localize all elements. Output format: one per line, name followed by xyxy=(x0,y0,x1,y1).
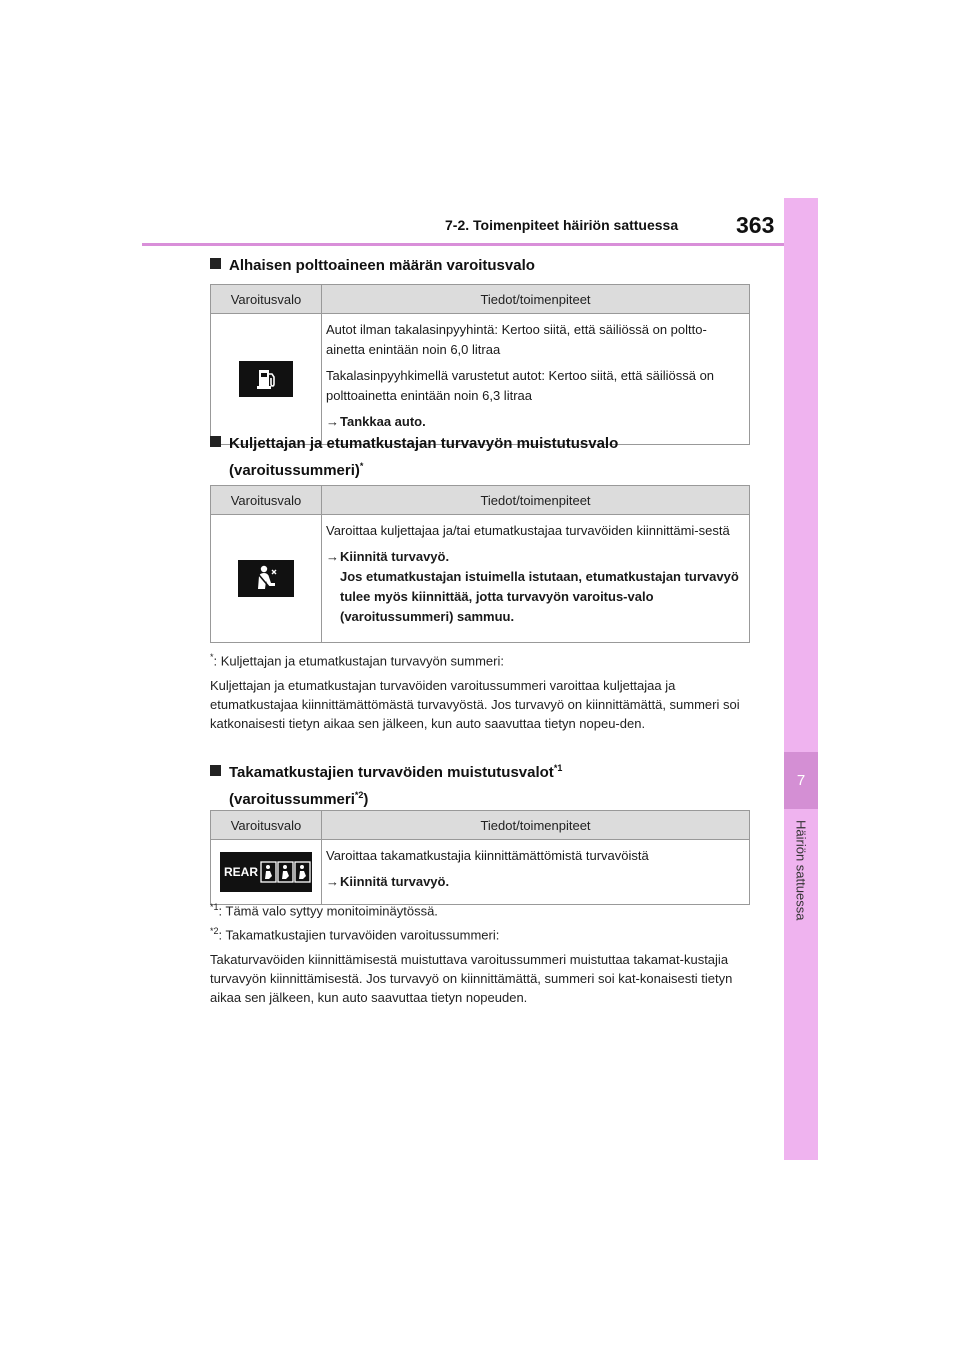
col-header-details: Tiedot/toimenpiteet xyxy=(322,285,750,314)
footnote: $^{*2}$: Takamatkustajien turvavöiden varoitussummeri: xyxy=(210,926,500,943)
header-title: 7-2. Toimenpiteet häiriön sattuessa xyxy=(445,217,679,233)
col-header-details: Tiedot/toimenpiteet xyxy=(322,811,750,840)
action-text: →Kiinnitä turvavyö. xyxy=(326,872,743,892)
details-cell xyxy=(322,314,750,445)
arrow-icon: → xyxy=(326,549,339,564)
section-heading-fuel: Alhaisen polttoaineen määrän varoitusvalo xyxy=(210,254,535,277)
details-cell xyxy=(322,515,750,643)
col-header-warning-light: Varoitusvalo xyxy=(211,486,322,515)
icon-cell xyxy=(211,515,322,643)
header-rule xyxy=(142,243,784,246)
col-header-details: Tiedot/toimenpiteet xyxy=(322,486,750,515)
chapter-title: Häiriön sattuessa xyxy=(793,820,809,921)
front-seatbelt-table xyxy=(210,485,750,643)
rear-seatbelt-table xyxy=(210,810,750,905)
footnote: $^{*1}$: Tämä valo syttyy monitoiminäytössä. xyxy=(210,902,438,919)
icon-cell xyxy=(211,840,322,905)
chapter-number: 7 xyxy=(784,752,818,809)
col-header-warning-light: Varoitusvalo xyxy=(211,285,322,314)
details-cell xyxy=(322,840,750,905)
arrow-icon: → xyxy=(326,874,339,889)
fuel-pump-icon xyxy=(239,361,293,397)
body-text: Kuljettajan ja etumatkustajan turvavöiden varoitussummeri varoittaa kuljettajaa ja etumatkustajaa kiinnittämättömästä turvavyöstä. Jos turvavyö on kiinnittämättä, summeri soi katkonaisesti tietyn aikaa sen jälkeen, kun auto saavuttaa tietyn nopeu-den. xyxy=(210,678,740,731)
fuel-warning-table xyxy=(210,284,750,445)
detail-text: Varoittaa takamatkustajia kiinnittämättömistä turvavöistä xyxy=(326,848,649,863)
col-header-warning-light: Varoitusvalo xyxy=(211,811,322,840)
square-bullet-icon xyxy=(210,436,221,447)
square-bullet-icon xyxy=(210,258,221,269)
chapter-sidebar xyxy=(784,198,818,1160)
seatbelt-icon xyxy=(238,560,294,597)
icon-cell xyxy=(211,314,322,445)
footnote: *: Kuljettajan ja etumatkustajan turvavyön summeri: xyxy=(210,652,504,669)
detail-text: Takalasinpyyhkimellä varustetut autot: Kertoo siitä, että säiliössä on polttoainetta enintään noin 6,3 litraa xyxy=(326,368,715,403)
action-text: →Kiinnitä turvavyö. Jos etumatkustajan istuimella istutaan, etumatkustajan turvavyö tulee myös kiinnittää, jotta turvavyön varoitus-valo (varoitussummeri) sammuu. xyxy=(326,549,739,624)
square-bullet-icon xyxy=(210,765,221,776)
page-number: 363 xyxy=(736,212,775,238)
body-text: Takaturvavöiden kiinnittämisestä muistuttava varoitussummeri muistuttaa takamat-kustajia turvavyön kiinnittämisestä. Jos turvavyö on kiinnittämättä, summeri soi kat-konaisesti tietyn aikaa sen jälkeen, kun auto saavuttaa tietyn nopeuden. xyxy=(210,952,733,1005)
rear-seatbelt-icon: REAR xyxy=(220,852,312,892)
action-text: →Tankkaa auto. xyxy=(326,412,743,432)
detail-text: Varoittaa kuljettajaa ja/tai etumatkustajaa turvavöiden kiinnittämi-sestä xyxy=(326,523,730,538)
section-heading-rear-seatbelt: Takamatkustajien turvavöiden muistutusvalot$^{*1}$ (varoitussummeri$^{*2}$) xyxy=(210,757,562,811)
arrow-icon: → xyxy=(326,414,339,429)
section-heading-front-seatbelt: Kuljettajan ja etumatkustajan turvavyön muistutusvalo (varoitussummeri)* xyxy=(210,432,618,482)
detail-text: Autot ilman takalasinpyyhintä: Kertoo siitä, että säiliössä on poltto-ainetta enintään noin 6,0 litraa xyxy=(326,322,707,357)
